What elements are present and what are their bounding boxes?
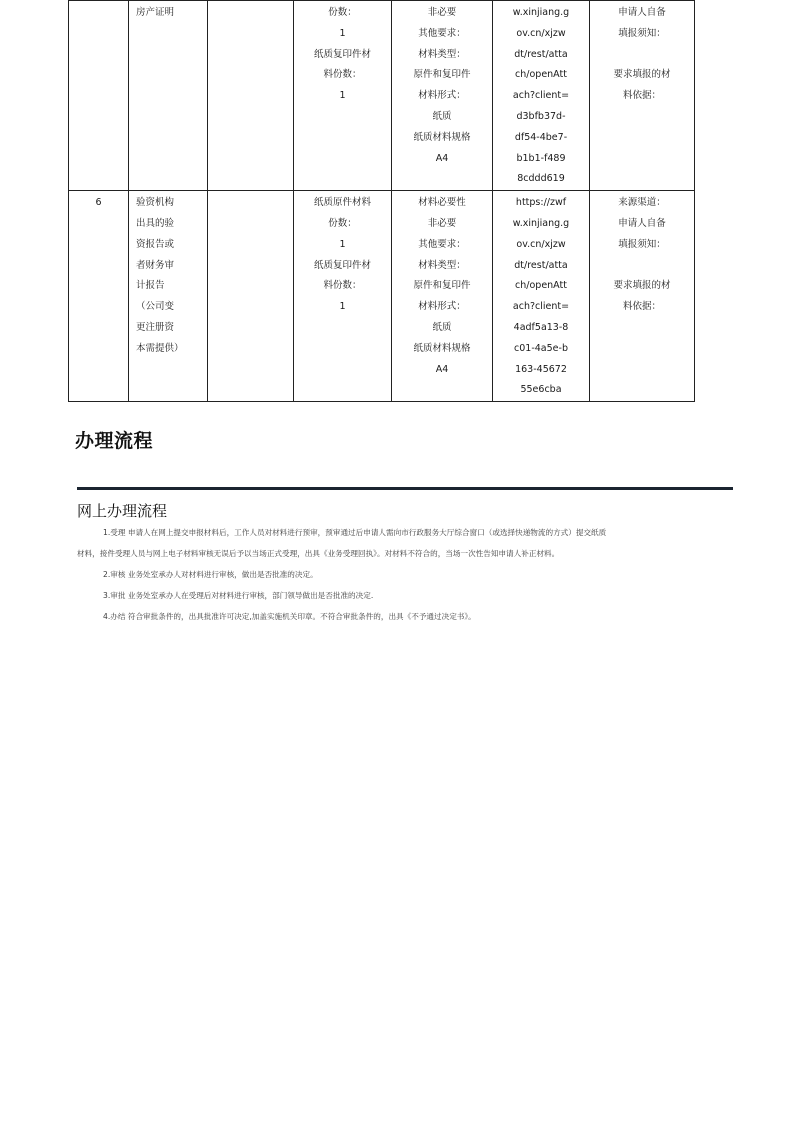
material-source: [590, 191, 695, 402]
cell-line: ov.cn/xjzw: [516, 238, 566, 250]
cell-line: 1: [339, 90, 346, 102]
cell-line: 要求填报的材: [613, 280, 671, 292]
cell-line: 原件和复印件: [413, 280, 471, 292]
process-step-2: 2.审核 业务处室承办人对材料进行审核，做出是否批准的决定。: [103, 570, 318, 579]
cell-line: 验资机构: [136, 197, 175, 209]
table-row: [69, 1, 695, 191]
process-step-4: 4.办结 符合审批条件的，出具批准许可决定,加盖实施机关印章。不符合审批条件的，出具《不予通过决定书》。: [103, 612, 476, 621]
cell-line: 计报告: [136, 280, 165, 292]
cell-line: 纸质: [432, 110, 452, 122]
cell-line: 本需提供）: [136, 342, 184, 354]
process-step-1: 1.受理 申请人在网上提交申报材料后，工作人员对材料进行预审，预审通过后申请人需向市行政服务大厅综合窗口（或选择快递物流的方式）提交纸质: [103, 528, 607, 537]
materials-table: [68, 0, 695, 402]
cell-line: 其他要求：: [418, 238, 466, 250]
table-row: [69, 191, 695, 402]
cell-line: df54-4be7-: [514, 131, 568, 143]
material-requirements: [392, 1, 493, 191]
cell-line: A4: [435, 152, 449, 164]
cell-line: 份数：: [328, 217, 357, 229]
row-number: [69, 1, 129, 191]
cell-line: https://zwf: [515, 197, 567, 209]
row-number: 6: [69, 191, 129, 402]
cell-line: 纸质复印件材: [313, 259, 371, 271]
cell-line: 4adf5a13-8: [513, 321, 569, 333]
cell-line: 填报须知：: [618, 27, 666, 39]
cell-line: 纸质材料规格: [413, 342, 471, 354]
cell-line: 申请人自备: [618, 7, 666, 18]
cell-line: 材料必要性: [418, 197, 466, 209]
cell-line: 份数：: [328, 7, 357, 18]
cell-line: [590, 45, 694, 66]
process-step-1-cont: 材料，接件受理人员与网上电子材料审核无误后予以当场正式受理，出具《业务受理回执》。对材料不符合的，当场一次性告知申请人补正材料。: [77, 549, 560, 558]
cell-line: dt/rest/atta: [514, 259, 568, 271]
cell-line: 1: [339, 27, 346, 39]
cell-line: 纸质: [432, 321, 452, 333]
cell-line: 出具的验: [136, 217, 175, 229]
cell-line: 者财务审: [136, 259, 175, 271]
cell-line: ch/openAtt: [515, 280, 567, 292]
cell-line: 申请人自备: [618, 217, 666, 229]
cell-line: dt/rest/atta: [514, 48, 568, 60]
cell-line: 资报告或: [136, 238, 175, 250]
cell-line: [590, 256, 694, 277]
cell-line: w.xinjiang.g: [512, 217, 570, 229]
cell-line: 8cddd619: [517, 173, 565, 185]
cell-line: 材料形式：: [418, 90, 466, 102]
cell-line: 更注册资: [136, 321, 175, 333]
material-url[interactable]: [493, 191, 590, 402]
cell-line: 其他要求：: [418, 27, 466, 39]
cell-line: 来源渠道：: [618, 197, 666, 209]
cell-line: ach?client=: [512, 90, 570, 102]
cell-line: 非必要: [427, 217, 457, 229]
cell-line: 纸质复印件材: [313, 48, 371, 60]
blank-cell: [208, 191, 294, 402]
section-title: 办理流程: [75, 430, 154, 452]
material-name: [129, 1, 208, 191]
cell-line: 非必要: [427, 7, 457, 18]
cell-line: 材料类型：: [418, 48, 466, 60]
cell-line: b1b1-f489: [516, 152, 566, 164]
cell-line: 材料类型：: [418, 259, 466, 271]
material-requirements: [392, 191, 493, 402]
cell-line: 料依据：: [622, 301, 661, 313]
cell-line: 填报须知：: [618, 238, 666, 250]
subsection-title: 网上办理流程: [77, 502, 168, 520]
cell-line: ov.cn/xjzw: [516, 27, 566, 39]
section-divider: [77, 487, 733, 490]
cell-line: c01-4a5e-b: [514, 342, 568, 354]
cell-line: 原件和复印件: [413, 69, 471, 81]
cell-line: 要求填报的材: [613, 69, 671, 81]
process-step-3: 3.审批 业务处室承办人在受理后对材料进行审核，部门领导做出是否批准的决定.: [103, 591, 374, 600]
cell-line: w.xinjiang.g: [512, 7, 570, 18]
cell-line: 163-45672: [515, 363, 567, 375]
cell-line: （公司变: [136, 301, 175, 313]
cell-line: ach?client=: [512, 301, 570, 313]
cell-line: 房产证明: [136, 7, 175, 18]
material-name: [129, 191, 208, 402]
cell-line: 1: [339, 301, 346, 313]
blank-cell: [208, 1, 294, 191]
cell-line: 材料形式：: [418, 301, 466, 313]
cell-line: 料份数：: [323, 69, 362, 81]
material-count: [294, 1, 392, 191]
cell-line: 料份数：: [323, 280, 362, 292]
cell-line: 1: [339, 238, 346, 250]
cell-line: 纸质原件材料: [313, 197, 371, 209]
material-count: [294, 191, 392, 402]
cell-line: 料依据：: [622, 90, 661, 102]
cell-line: 55e6cba: [520, 384, 562, 396]
cell-line: ch/openAtt: [515, 69, 567, 81]
cell-line: A4: [435, 363, 449, 375]
material-source: [590, 1, 695, 191]
material-url[interactable]: [493, 1, 590, 191]
cell-line: 纸质材料规格: [413, 131, 471, 143]
cell-line: d3bfb37d-: [516, 110, 566, 122]
